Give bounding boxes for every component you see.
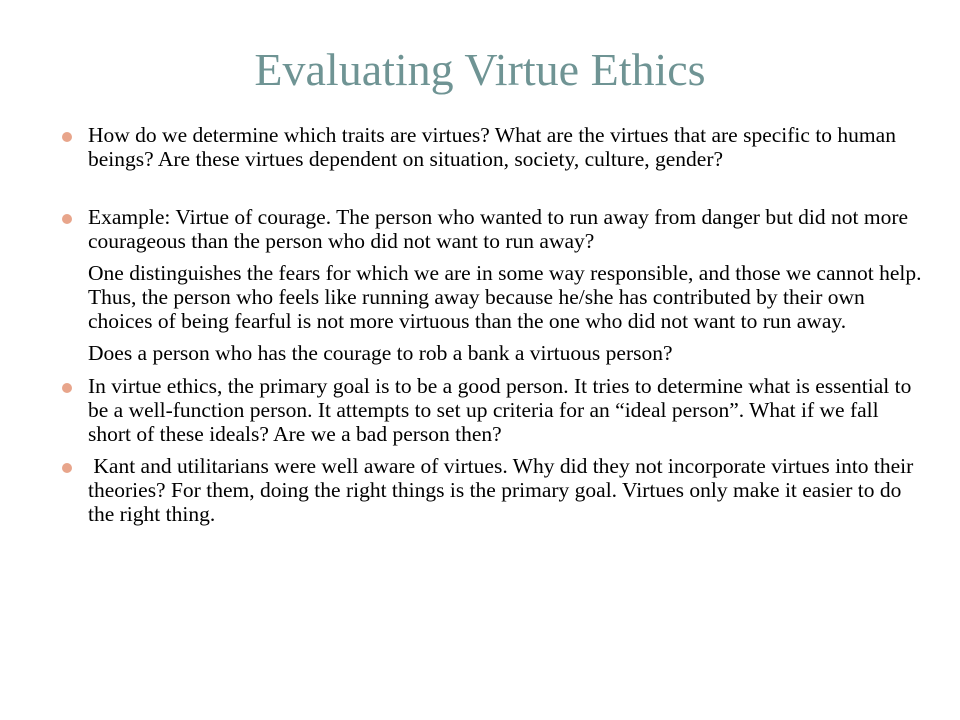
bullet-dot-icon bbox=[62, 383, 72, 393]
bullet-dot-icon bbox=[62, 463, 72, 473]
bullet-item bbox=[62, 454, 922, 526]
bullet-dot-icon bbox=[62, 214, 72, 224]
sub-paragraph bbox=[62, 261, 922, 333]
bullet-item bbox=[62, 123, 922, 171]
bullet-item bbox=[62, 374, 922, 446]
slide-content bbox=[62, 123, 922, 526]
sub-paragraph-text: One distinguishes the fears for which we are in some way responsible, and those we cannot help. Thus, the person who feels like running away because he/she has contributed by their own choices of being fearful is not more virtuous than the one who did not want to run away. bbox=[88, 261, 922, 333]
bullet-text: Kant and utilitarians were well aware of virtues. Why did they not incorporate virtues into their theories? For them, doing the right things is the primary goal. Virtues only make it easier to do the right thing. bbox=[88, 454, 919, 526]
bullet-text: How do we determine which traits are virtues? What are the virtues that are specific to human beings? Are these virtues dependent on situation, society, culture, gender? bbox=[88, 123, 896, 171]
bullet-item bbox=[62, 205, 922, 253]
bullet-dot-icon bbox=[62, 132, 72, 142]
sub-paragraph-text: Does a person who has the courage to rob a bank a virtuous person? bbox=[88, 341, 673, 365]
slide-title: Evaluating Virtue Ethics bbox=[254, 44, 706, 95]
sub-paragraph bbox=[62, 341, 922, 365]
bullet-text: Example: Virtue of courage. The person who wanted to run away from danger but did not more courageous than the person who did not want to run away? bbox=[88, 205, 909, 253]
bullet-text: In virtue ethics, the primary goal is to be a good person. It tries to determine what is essential to be a well-function person. It attempts to set up criteria for an “ideal person”. What if we fall short of these ideals? Are we a bad person then? bbox=[88, 374, 912, 446]
